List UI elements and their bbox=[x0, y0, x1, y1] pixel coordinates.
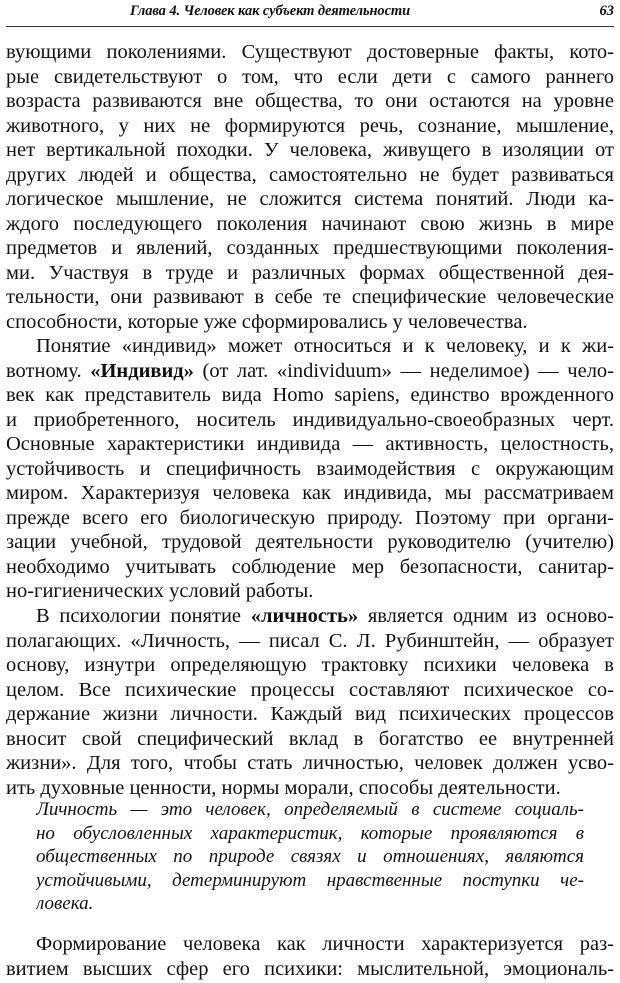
text-line: век как представитель вида Homo sapiens, единство врожденного bbox=[6, 384, 614, 406]
text-line: способности, которые уже сформировались у человечества. bbox=[6, 310, 528, 333]
paragraph-1 bbox=[6, 40, 614, 334]
text-line: и приобретенного, носитель индивидуально-своеобразных черт. bbox=[6, 408, 614, 431]
definition-line: ловека. bbox=[36, 893, 94, 914]
text-line: миром. Характеризуя человека как индивида, мы рассматриваем bbox=[6, 482, 614, 504]
text-run: вотному. bbox=[6, 359, 91, 382]
text-line: вносит свой специфический вклад в богатство ее внутренней bbox=[6, 727, 614, 750]
term-individ: «Индивид» bbox=[90, 359, 194, 382]
text-line: Основные характеристики индивида — активность, целостность, bbox=[6, 433, 614, 455]
definition-line: общественных по природе связях и отношениях, являются bbox=[36, 846, 584, 867]
text-line: целом. Все психические процессы составляют психическое со- bbox=[6, 678, 614, 701]
text-line: предметов и явлений, созданных предшествующими поколения- bbox=[6, 237, 614, 259]
text-line: рые свидетельствуют о том, что если дети с самого раннего bbox=[6, 65, 614, 88]
definition-line: Личность — это человек, определяемый в системе социаль- bbox=[36, 799, 584, 820]
text-line: устойчивость и специфичность взаимодействия с окружающим bbox=[6, 457, 614, 480]
text-line: Формирование человека как личности характеризуется раз- bbox=[36, 933, 614, 955]
text-run: (от лат. «individuum» — неделимое) — чело- bbox=[193, 359, 614, 382]
text-line: вующими поколениями. Существуют достоверные факты, кото- bbox=[6, 41, 614, 63]
paragraph-4 bbox=[6, 932, 614, 981]
definition-line: устойчивыми, детерминируют нравственные поступки че- bbox=[36, 869, 584, 891]
term-lichnost: «личность» bbox=[250, 605, 359, 627]
text-line: зации учебной, трудовой деятельности руководителю (учителю) bbox=[6, 531, 614, 553]
text-line: тельности, они развивают в себе те специфические человеческие bbox=[6, 286, 614, 308]
text-line: необходимо учитывать соблюдение мер безопасности, санитар- bbox=[6, 555, 614, 578]
definition-block bbox=[36, 798, 584, 916]
running-head: Глава 4. Человек как субъект деятельности bbox=[130, 3, 411, 19]
text-line: прежде всего его биологическую природу. Поэтому при органи- bbox=[6, 506, 614, 529]
text-run: В психологии понятие bbox=[36, 605, 251, 627]
text-line: ми. Участвуя в труде и различных формах общественной дея- bbox=[6, 261, 614, 284]
text-line: Понятие «индивид» может относиться и к человеку, и к жи- bbox=[36, 335, 614, 357]
text-line: животного, у них не формируются речь, сознание, мышление, bbox=[6, 114, 614, 137]
text-line bbox=[6, 604, 614, 629]
definition-line: но обусловленных характеристик, которые проявляются в bbox=[36, 822, 584, 844]
text-line: витием высших сфер его психики: мыслительной, эмоциональ- bbox=[6, 957, 614, 980]
text-line: жизни». Для того, чтобы стать личностью, человек должен усво- bbox=[6, 752, 614, 774]
paragraph-2 bbox=[6, 334, 614, 604]
header-rule bbox=[6, 26, 614, 27]
text-line: ждого последующего поколения начинают свою жизнь в мире bbox=[6, 212, 614, 235]
text-line: возраста развиваются вне общества, то они остаются на уровне bbox=[6, 90, 614, 112]
text-line bbox=[6, 359, 614, 384]
text-line: ить духовные ценности, нормы морали, способы деятельности. bbox=[6, 776, 561, 799]
text-line: держание жизни личности. Каждый вид психических процессов bbox=[6, 703, 614, 725]
text-run: является одним из осново- bbox=[358, 605, 614, 627]
text-line: основу, изнутри определяющую трактовку психики человека в bbox=[6, 654, 614, 676]
paragraph-3 bbox=[6, 604, 614, 800]
text-line: но-гигиенических условий работы. bbox=[6, 580, 314, 602]
text-line: других людей и общества, самостоятельно не будет развиваться bbox=[6, 163, 614, 186]
text-line: полагающих. «Личность, — писал С. Л. Рубинштейн, — образует bbox=[6, 629, 614, 652]
text-line: нет вертикальной походки. У человека, живущего в изоляции от bbox=[6, 139, 614, 161]
text-line: логическое мышление, не сложится система понятий. Люди ка- bbox=[6, 188, 614, 210]
page-number: 63 bbox=[599, 3, 614, 19]
